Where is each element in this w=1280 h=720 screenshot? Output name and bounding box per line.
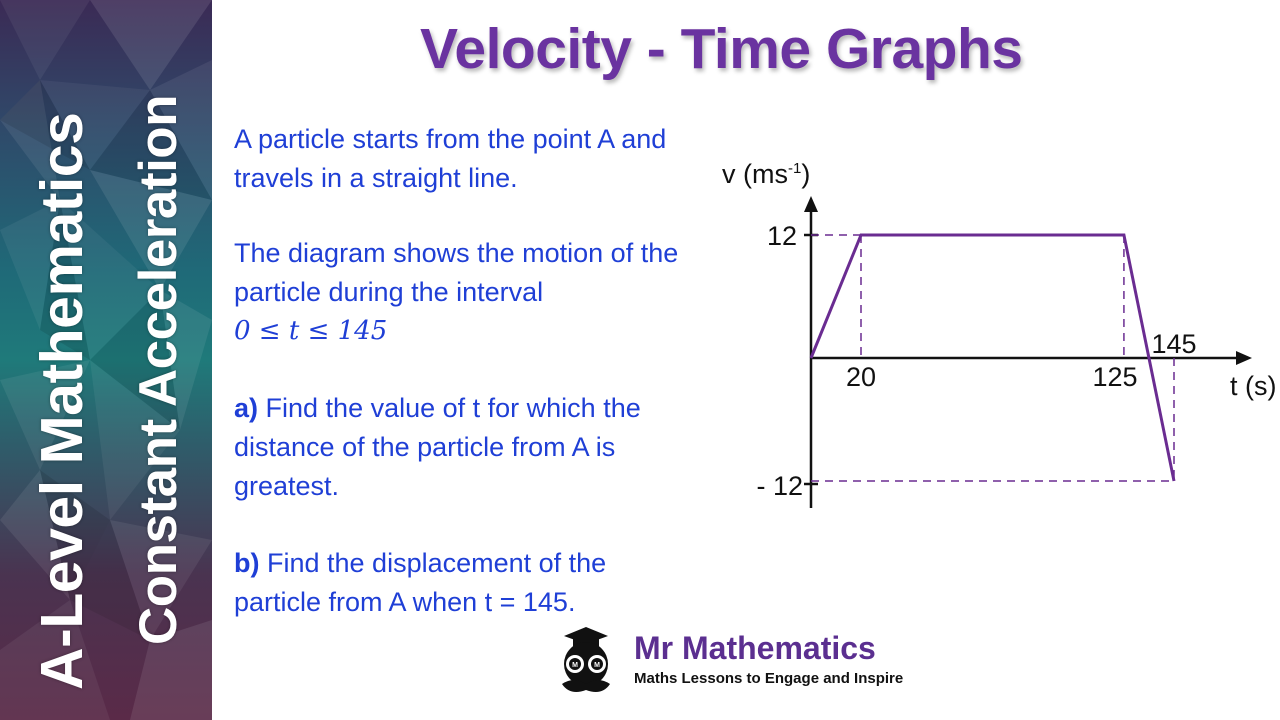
part-b-question [234, 544, 694, 622]
interval-expression: 0 ≤ t ≤ 145 [234, 316, 388, 346]
svg-text:M: M [572, 662, 578, 669]
part-a-question [234, 389, 724, 506]
part-a-label: a) [234, 393, 259, 423]
y-tick-label-12: 12 [766, 221, 797, 251]
y-axis-label [722, 159, 810, 189]
question-description: The diagram shows the motion of the particle during the interval [234, 238, 679, 307]
mr-mathematics-logo-icon [556, 626, 616, 700]
y-axis-label-close: ) [801, 159, 811, 189]
y-axis-arrowhead [804, 196, 818, 212]
question-intro: A particle starts from the point A and travels in a straight line. [234, 124, 667, 193]
sidebar-title-primary: A-Level Mathematics [29, 112, 95, 690]
x-tick-label-125: 125 [1092, 362, 1138, 392]
part-b-label: b) [234, 548, 260, 578]
brand-name: Mr Mathematics [634, 630, 876, 666]
x-axis-arrowhead [1236, 351, 1252, 365]
x-tick-label-20: 20 [845, 362, 877, 392]
velocity-time-graph [700, 150, 1280, 530]
part-b-text: Find the displacement of the particle from A when t = 145. [234, 548, 607, 617]
sidebar-title-secondary: Constant Acceleration [129, 94, 188, 645]
y-tick-label-neg12: - 12 [756, 471, 803, 501]
x-tick-label-145: 145 [1151, 329, 1197, 359]
svg-text:M: M [594, 662, 600, 669]
y-axis-label-superscript: -1 [787, 160, 802, 177]
part-a-text: Find the value of t for which the distance of the particle from A is greatest. [234, 393, 641, 501]
brand-tagline: Maths Lessons to Engage and Inspire [634, 670, 904, 687]
x-axis-label: t (s) [1230, 371, 1277, 401]
y-axis-label-text: v (ms [722, 159, 788, 189]
page-title: Velocity - Time Graphs [420, 17, 1023, 81]
sidebar [0, 0, 212, 720]
